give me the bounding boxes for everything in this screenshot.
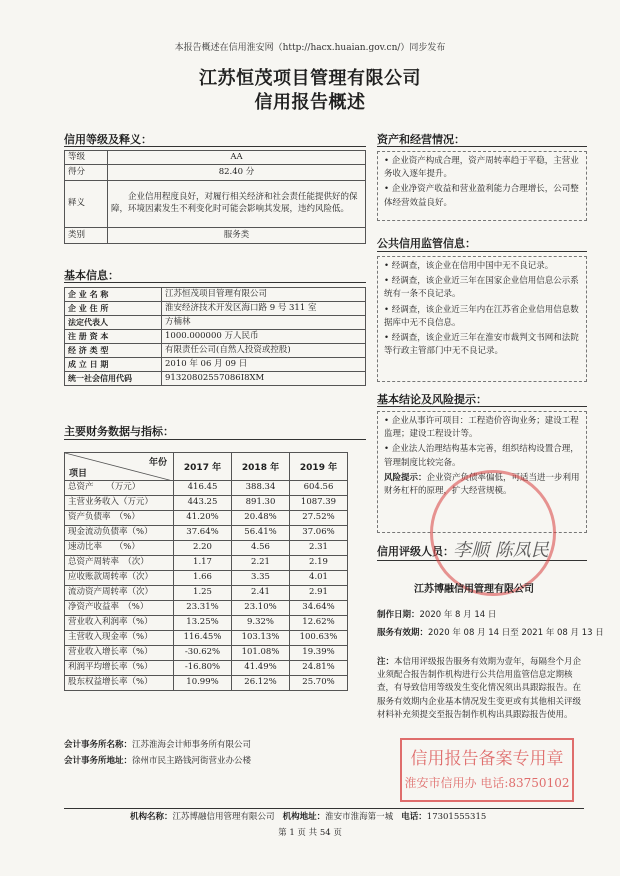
financial-value: 1.25 [174,586,232,601]
financial-row [65,601,348,616]
assets-item: • 企业净资产收益和营业盈利能力合理增长，公司整体经营效益良好。 [384,184,579,208]
made-date: 制作日期：2020 年 8 月 14 日 [377,610,497,620]
financial-item: 股东权益增长率（%） [65,676,174,691]
financial-value: 2.20 [174,541,232,556]
financial-item: 营业收入增长率（%） [65,646,174,661]
financial-value: -16.80% [174,661,232,676]
basic-info-row [65,302,366,316]
basic-info-label: 企 业 住 所 [65,302,162,316]
financial-value: 23.10% [232,601,290,616]
score-value: 82.40 分 [108,165,366,181]
conclusion-item: • 企业法人治理结构基本完善，组织结构设置合理，管理制度比较完备。 [384,444,579,468]
financial-item: 总资产周转率 （次） [65,556,174,571]
credit-grade-heading: 信用等级及释义： [64,133,152,146]
financial-value: 1.17 [174,556,232,571]
risk-tip: 风险提示：企业资产负债率偏低，可适当进一步利用财务杠杆的原理，扩大经营规模。 [384,472,580,496]
supervision-item: • 经调查，该企业近三年内在江苏省企业信用信息数据库中无不良信息。 [384,304,579,328]
financial-value: 2.19 [290,556,348,571]
financial-item: 营业收入利润率（%） [65,616,174,631]
valid-period: 服务有效期：2020 年 08 月 14 日至 2021 年 08 月 13 日 [377,628,604,638]
financial-value: 1087.39 [290,496,348,511]
accounting-firm [64,738,251,750]
footer-info: 机构名称：江苏博融信用管理有限公司 机构地址：淮安市淮海第一城 电话：17301555315 [130,812,487,822]
financial-value: 2.41 [232,586,290,601]
grade-label: 等级 [65,151,108,165]
basic-info-label: 法定代表人 [65,316,162,330]
financial-row [65,616,348,631]
financial-value: 100.63% [290,631,348,646]
financial-row [65,646,348,661]
financial-item: 现金流动负债率（%） [65,526,174,541]
basic-info-value: 1000.000000 万人民币 [162,330,366,344]
financial-value: 41.49% [232,661,290,676]
financials-table [64,452,348,691]
accounting-firm-label: 会计事务所名称： [64,740,133,750]
meaning-label: 释义 [65,181,108,228]
basic-info-value: 江苏恒茂项目管理有限公司 [162,288,366,302]
divider [377,406,587,407]
assets-box [377,151,587,221]
assets-item: • 企业资产构成合理，资产周转率趋于平稳，主营业务收入逐年提升。 [384,156,579,180]
basic-info-row [65,372,366,386]
basic-info-heading: 基本信息： [64,269,119,282]
financial-value: 388.34 [232,481,290,496]
financial-row [65,631,348,646]
company-seal [430,470,556,596]
meaning-value: 企业信用程度良好，对履行相关经济和社会责任能提供好的保障，环境因素发生不利变化时可能会影响其发展，违约风险低。 [108,181,366,228]
conclusion-item: • 企业从事许可项目：工程造价咨询业务；建设工程监理；建设工程设计等。 [384,416,579,440]
basic-info-row [65,316,366,330]
publish-note: 本报告概述在信用淮安网（http://hacx.huaian.gov.cn/）同步发布 [174,43,446,53]
assets-heading: 资产和经营情况： [377,133,465,146]
basic-info-label: 注 册 资 本 [65,330,162,344]
issuer-name: 江苏博融信用管理有限公司 [414,584,534,595]
financial-value: 37.06% [290,526,348,541]
financial-value: 20.48% [232,511,290,526]
corner-item-label: 项目 [69,469,88,479]
accounting-addr-label: 会计事务所地址： [64,756,133,766]
supervision-item: • 经调查，该企业近三年在国家企业信用信息公示系统有一条不良记录。 [384,276,579,300]
year-2019: 2019 年 [290,453,348,481]
financial-item: 速动比率 （%） [65,541,174,556]
financial-value: 2.31 [290,541,348,556]
financial-item: 利润平均增长率（%） [65,661,174,676]
financial-row [65,511,348,526]
supervision-box [377,256,587,382]
basic-info-row [65,358,366,372]
financial-value: 12.62% [290,616,348,631]
financial-value: 891.30 [232,496,290,511]
financial-value: 4.01 [290,571,348,586]
financial-row [65,676,348,691]
financial-value: 56.41% [232,526,290,541]
basic-info-value: 方楠林 [162,316,366,330]
basic-info-row [65,330,366,344]
financial-item: 资产负债率 （%） [65,511,174,526]
footer-divider [64,808,584,809]
financial-row [65,586,348,601]
financial-value: 26.12% [232,676,290,691]
validity-note: 注：本信用评级报告服务有效期为壹年，每隔叁个月企业须配合报告制作机构进行公共信用监管信息定期核查，有导致信用等级发生变化情况须出具跟踪报告。在服务有效期内企业基本情况发生变更或有其他相关评级材料补充须提交至报告制作机构出具跟踪报告使用。 [377,657,582,720]
divider [377,146,587,147]
basic-info-value: 有限责任公司(自然人投资或控股) [162,344,366,358]
financial-value: 27.52% [290,511,348,526]
financial-value: -30.62% [174,646,232,661]
financial-value: 37.64% [174,526,232,541]
financial-value: 9.32% [232,616,290,631]
report-title: 信用报告概述 [254,92,366,113]
financial-item: 主营业务收入（万元） [65,496,174,511]
financial-value: 10.99% [174,676,232,691]
financial-value: 19.39% [290,646,348,661]
financial-value: 25.70% [290,676,348,691]
financial-value: 116.45% [174,631,232,646]
page-number: 第 1 页 共 54 页 [278,828,342,838]
financial-value: 604.56 [290,481,348,496]
basic-info-value: 淮安经济技术开发区海口路 9 号 311 室 [162,302,366,316]
financials-heading: 主要财务数据与指标： [64,425,174,438]
accounting-addr-value: 徐州市民主路钱河街营业办公楼 [132,756,252,766]
rater-signature: 李顺 陈凤民 [453,540,549,561]
basic-info-value: 2010 年 06 月 09 日 [162,358,366,372]
year-2018: 2018 年 [232,453,290,481]
financial-row [65,496,348,511]
divider [377,251,587,252]
financial-row [65,526,348,541]
financial-value: 23.31% [174,601,232,616]
year-2017: 2017 年 [174,453,232,481]
credit-grade-table [64,150,366,244]
financial-item: 主营收入现金率（%） [65,631,174,646]
accounting-address [64,754,251,766]
fin-corner-cell [65,453,174,481]
financial-value: 103.13% [232,631,290,646]
conclusion-heading: 基本结论及风险提示： [377,393,487,406]
divider [64,282,366,283]
supervision-heading: 公共信用监管信息： [377,237,476,250]
rating-person-label: 信用评级人员： [377,545,454,558]
financial-item: 总资产 （万元） [65,481,174,496]
category-value: 服务类 [108,228,366,244]
financial-value: 416.45 [174,481,232,496]
basic-info-label: 统一社会信用代码 [65,372,162,386]
supervision-item: • 经调查，该企业近三年在淮安市裁判文书网和法院等行政主管部门中无不良记录。 [384,332,579,357]
filing-stamp-title: 信用报告备案专用章 [410,749,564,769]
financial-value: 443.25 [174,496,232,511]
financial-item: 应收账款周转率（次） [65,571,174,586]
company-title: 江苏恒茂项目管理有限公司 [199,68,421,89]
basic-info-label: 企 业 名 称 [65,288,162,302]
financial-item: 净资产收益率 （%） [65,601,174,616]
financial-value: 13.25% [174,616,232,631]
financial-value: 1.66 [174,571,232,586]
financial-row [65,571,348,586]
divider [64,439,366,440]
basic-info-label: 成 立 日 期 [65,358,162,372]
financial-value: 3.35 [232,571,290,586]
accounting-firm-value: 江苏淮海会计师事务所有限公司 [132,740,252,750]
corner-year-label: 年份 [148,458,167,468]
financial-item: 流动资产周转率（次） [65,586,174,601]
financial-value: 41.20% [174,511,232,526]
basic-info-value: 91320802557086I8XM [162,372,366,386]
basic-info-table [64,287,366,386]
category-label: 类别 [65,228,108,244]
financial-value: 34.64% [290,601,348,616]
financial-value: 101.08% [232,646,290,661]
financial-value: 2.91 [290,586,348,601]
financial-value: 2.21 [232,556,290,571]
supervision-item: • 经调查，该企业在信用中国中无不良记录。 [384,261,554,271]
filing-stamp [400,738,574,802]
grade-value: AA [108,151,366,165]
basic-info-row [65,344,366,358]
financial-value: 24.81% [290,661,348,676]
divider [64,146,366,147]
basic-info-row [65,288,366,302]
basic-info-label: 经 济 类 型 [65,344,162,358]
score-label: 得分 [65,165,108,181]
financial-value: 4.56 [232,541,290,556]
filing-stamp-sub: 淮安市信用办 电话:83750102 [404,776,570,790]
financial-row [65,481,348,496]
financial-row [65,541,348,556]
financial-row [65,661,348,676]
financial-row [65,556,348,571]
